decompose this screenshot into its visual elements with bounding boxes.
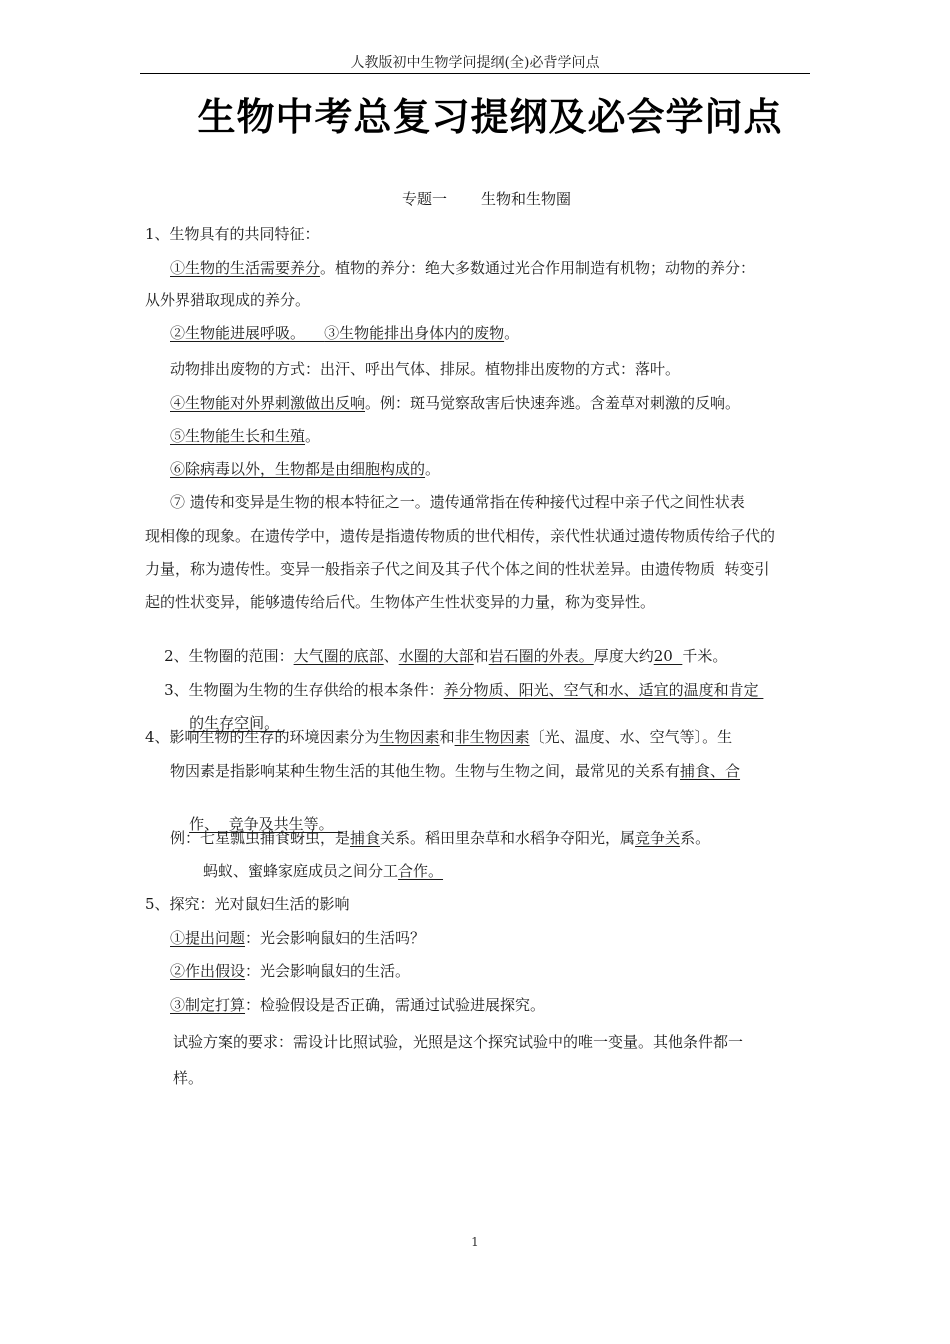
item-4-key-2: 非生物因素 — [454, 728, 530, 746]
example-1-pre: 例：七星瓢虫捕食蚜虫，是 — [170, 829, 351, 847]
point-1-text: 。植物的养分：绝大多数通过光合作用制造有机物；动物的养分： — [320, 259, 756, 277]
example-2-key: 合作。 — [398, 862, 444, 880]
header-rule — [140, 73, 810, 74]
item-2-key-1: 大气圈的底部 — [293, 647, 384, 665]
example-1-key-2: 竞争关 — [635, 829, 681, 847]
point-1-key: ①生物的生活需要养分 — [170, 259, 321, 277]
item-5-step-1 — [170, 928, 425, 948]
item-4-example-2 — [203, 861, 443, 881]
point-6-end: 。 — [425, 460, 441, 478]
point-3-key: ③生物能排出身体内的废物 — [324, 324, 505, 342]
item-3-key-1: 养分物质、阳光、空气和水、适宜的温度和肯定 — [443, 681, 764, 699]
item-1-point-3-note: 动物排出废物的方式：出汗、呼出气体、排尿。植物排出废物的方式：落叶。 — [170, 360, 681, 378]
point-5-end: 。 — [305, 427, 321, 445]
step-2-key: ②作出假设 — [170, 962, 246, 980]
item-1-point-4 — [170, 393, 740, 413]
item-5-step-3 — [170, 995, 545, 1015]
point-2-key: ②生物能进展呼吸。 — [170, 324, 306, 342]
example-2-pre: 蚂蚁、蜜蜂家庭成员之间分工 — [203, 862, 399, 880]
section-name: 生物和生物圈 — [481, 190, 572, 208]
item-4-key-4: 作、 竞争及共生等。 — [189, 815, 344, 833]
item-4-line-2 — [170, 761, 740, 781]
item-2-key-3: 岩石圈的外表。 — [488, 647, 594, 665]
item-1-point-1-cont: 从外界猎取现成的养分。 — [145, 291, 311, 309]
point-5-key: ⑤生物能生长和生殖 — [170, 427, 306, 445]
section-label: 专题一 — [402, 190, 448, 208]
item-1-point-6 — [170, 459, 440, 479]
item-3-pre: 3、生物圈为生物的生存供给的根本条件： — [164, 681, 444, 699]
item-2-unit: 千米。 — [682, 647, 728, 665]
point-6-key: ⑥除病毒以外，生物都是由细胞构成的 — [170, 460, 426, 478]
step-3-key: ③制定打算 — [170, 996, 246, 1014]
item-1-point-7-line-1: ⑦ 遗传和变异是生物的根本特征之一。遗传通常指在传种接代过程中亲子代之间性状表 — [170, 493, 745, 511]
item-1-point-5 — [170, 426, 320, 446]
item-2-sep: 、 — [383, 647, 399, 665]
example-1-key: 捕食 — [350, 829, 381, 847]
item-2-key-2: 水圈的大部 — [398, 647, 474, 665]
item-5-plan-line-1: 试验方案的要求：需设计比照试验，光照是这个探究试验中的唯一变量。其他条件都一 — [173, 1033, 744, 1051]
section-heading — [402, 189, 571, 209]
item-4-key-1: 生物因素 — [379, 728, 440, 746]
step-1-text: ：光会影响鼠妇的生活吗？ — [245, 929, 426, 947]
item-5-step-2 — [170, 961, 410, 981]
running-header: 人教版初中生物学问提纲(全)必背学问点 — [350, 55, 600, 71]
point-4-text: 。例：斑马觉察敌害后快速奔逃。含羞草对刺激的反响。 — [365, 394, 741, 412]
item-4-and: 和 — [439, 728, 455, 746]
item-5-heading: 5、探究：光对鼠妇生活的影响 — [145, 895, 350, 913]
item-1-point-7-line-2: 现相像的现象。在遗传学中，遗传是指遗传物质的世代相传，亲代性状通过遗传物质传给子代的 — [145, 527, 776, 545]
item-1-point-1 — [170, 258, 755, 278]
step-2-text: ：光会影响鼠妇的生活。 — [245, 962, 411, 980]
point-2-blank — [305, 324, 324, 342]
item-1-points-2-3 — [170, 323, 519, 343]
step-1-key: ①提出问题 — [170, 929, 246, 947]
item-4-example-1 — [170, 828, 710, 848]
page-number: 1 — [471, 1235, 479, 1249]
document-title: 生物中考总复习提纲及必会学问点 — [197, 95, 783, 139]
step-3-text: ：检验假设是否正确，需通过试验进展探究。 — [245, 996, 546, 1014]
item-1-point-7-line-3: 力量，称为遗传性。变异一般指亲子代之间及其子代个体之间的性状差异。由遗传物质 转变引 — [145, 560, 770, 578]
item-4-pre: 4、影响生物的生存的环境因素分为 — [145, 728, 380, 746]
item-4-line-1 — [145, 727, 732, 747]
example-1-mid: 关系。稻田里杂草和水稻争夺阳光，属 — [380, 829, 636, 847]
item-5-plan-line-2: 样。 — [173, 1069, 204, 1087]
example-1-end: 系。 — [680, 829, 711, 847]
item-4-key-3: 捕食、合 — [680, 762, 741, 780]
item-2-post: 厚度大约 — [593, 647, 654, 665]
item-4-line-2-text: 物因素是指影响某种生物生活的其他生物。生物与生物之间，最常见的关系有 — [170, 762, 681, 780]
item-1-point-7-line-4: 起的性状变异，能够遗传给后代。生物体产生性状变异的力量，称为变异性。 — [145, 593, 656, 611]
item-4-rest: 〔光、温度、水、空气等〕。生 — [529, 728, 733, 746]
point-4-key: ④生物能对外界刺激做出反响 — [170, 394, 366, 412]
item-3-key-2: 的生存空间。 — [189, 714, 284, 732]
item-2-thickness: 20 — [653, 647, 683, 665]
point-3-end: 。 — [504, 324, 520, 342]
item-1-heading: 1、生物具有的共同特征： — [145, 225, 320, 243]
item-2-mid: 和 — [473, 647, 489, 665]
item-2-pre: 2、生物圈的范围： — [164, 647, 294, 665]
